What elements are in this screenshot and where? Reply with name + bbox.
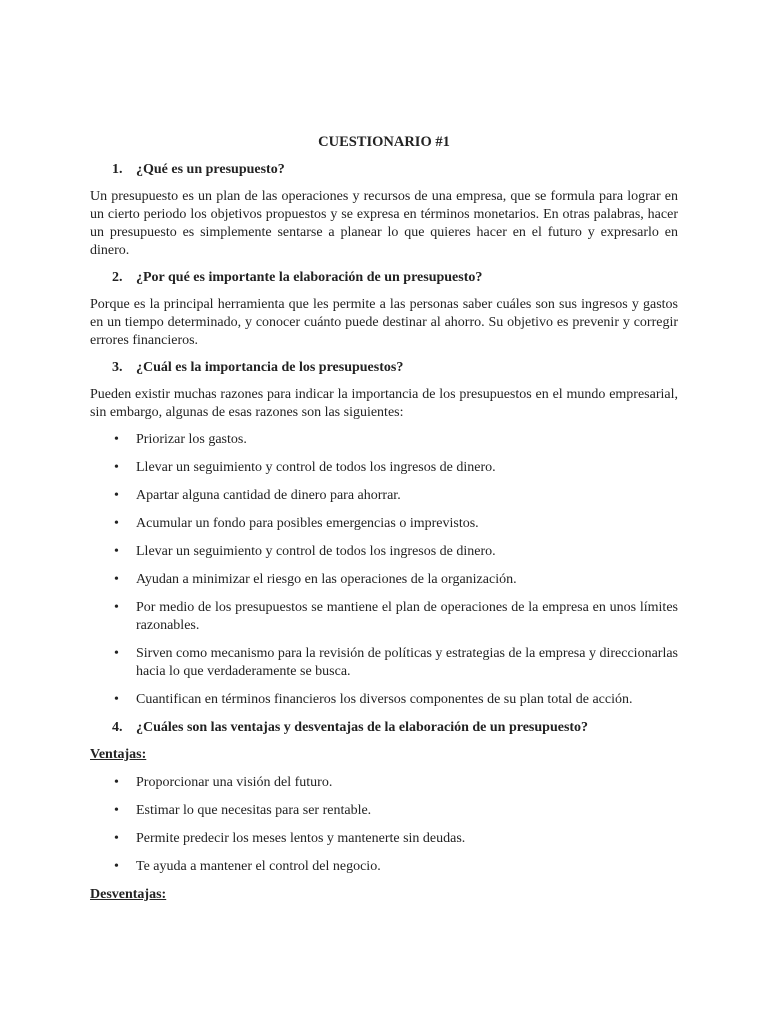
list-item — [90, 431, 678, 449]
bullet-icon: • — [114, 516, 119, 531]
answer-1-paragraph: Un presupuesto es un plan de las operaciones y recursos de una empresa, que se formula para lograr en un cierto periodo los objetivos propuestos y se expresa en términos monetarios. En otras palabras, hacer un presupuesto es simplemente sentarse a planear lo que quieres hacer en el futuro y expresarlo en dinero. — [90, 189, 678, 258]
bullet-icon: • — [114, 646, 119, 661]
list-item — [90, 599, 678, 635]
list-item-text: Estimar lo que necesitas para ser rentable. — [136, 803, 372, 818]
list-item — [90, 774, 678, 792]
list-item-text: Priorizar los gastos. — [136, 432, 247, 447]
bullet-icon: • — [114, 432, 119, 447]
bullet-icon: • — [114, 831, 119, 846]
answer-2-paragraph: Porque es la principal herramienta que les permite a las personas saber cuáles son sus ingresos y gastos en un tiempo determinado, y conocer cuánto puede destinar al ahorro. Su objetivo es prevenir y corregir errores financieros. — [90, 297, 678, 348]
question-number: 2. — [112, 270, 123, 285]
list-item — [90, 802, 678, 820]
document-content — [90, 133, 678, 914]
list-item-text: Apartar alguna cantidad de dinero para ahorrar. — [136, 488, 401, 503]
bullet-icon: • — [114, 775, 119, 790]
list-item-text: Ayudan a minimizar el riesgo en las operaciones de la organización. — [136, 572, 517, 587]
list-item — [90, 691, 678, 709]
question-number: 4. — [112, 720, 123, 735]
importance-list — [90, 431, 678, 709]
list-item-text: Proporcionar una visión del futuro. — [136, 775, 333, 790]
question-text: ¿Cuáles son las ventajas y desventajas de la elaboración de un presupuesto? — [136, 720, 589, 735]
desventajas-heading: Desventajas: — [90, 887, 167, 902]
ventajas-list — [90, 774, 678, 876]
list-item — [90, 543, 678, 561]
bullet-icon: • — [114, 488, 119, 503]
question-2 — [90, 269, 678, 287]
list-item-text: Acumular un fondo para posibles emergencias o imprevistos. — [136, 516, 479, 531]
bullet-icon: • — [114, 859, 119, 874]
document-title: CUESTIONARIO #1 — [318, 134, 450, 150]
list-item — [90, 515, 678, 533]
bullet-icon: • — [114, 803, 119, 818]
question-text: ¿Cuál es la importancia de los presupuestos? — [136, 360, 404, 375]
list-item-text: Te ayuda a mantener el control del negocio. — [136, 859, 381, 874]
list-item-text: Cuantifican en términos financieros los diversos componentes de su plan total de acción. — [136, 692, 633, 707]
question-number: 3. — [112, 360, 123, 375]
bullet-icon: • — [114, 544, 119, 559]
list-item-text: Por medio de los presupuestos se mantiene el plan de operaciones de la empresa en unos límites razonables. — [136, 600, 678, 633]
list-item — [90, 571, 678, 589]
list-item-text: Llevar un seguimiento y control de todos los ingresos de dinero. — [136, 544, 496, 559]
question-text: ¿Qué es un presupuesto? — [136, 162, 285, 177]
ventajas-heading: Ventajas: — [90, 747, 147, 762]
bullet-icon: • — [114, 600, 119, 615]
list-item — [90, 487, 678, 505]
list-item-text: Sirven como mecanismo para la revisión de políticas y estrategias de la empresa y direccionarlas hacia lo que verdaderamente se busca. — [136, 646, 678, 679]
question-text: ¿Por qué es importante la elaboración de un presupuesto? — [136, 270, 483, 285]
list-item — [90, 858, 678, 876]
question-number: 1. — [112, 162, 123, 177]
list-item-text: Permite predecir los meses lentos y mantenerte sin deudas. — [136, 831, 466, 846]
bullet-icon: • — [114, 572, 119, 587]
question-3 — [90, 359, 678, 377]
question-4 — [90, 719, 678, 737]
bullet-icon: • — [114, 460, 119, 475]
list-item — [90, 645, 678, 681]
list-item — [90, 459, 678, 477]
bullet-icon: • — [114, 692, 119, 707]
list-item — [90, 830, 678, 848]
list-item-text: Llevar un seguimiento y control de todos los ingresos de dinero. — [136, 460, 496, 475]
question-1 — [90, 161, 678, 179]
answer-3-paragraph: Pueden existir muchas razones para indicar la importancia de los presupuestos en el mundo empresarial, sin embargo, algunas de esas razones son las siguientes: — [90, 387, 678, 420]
